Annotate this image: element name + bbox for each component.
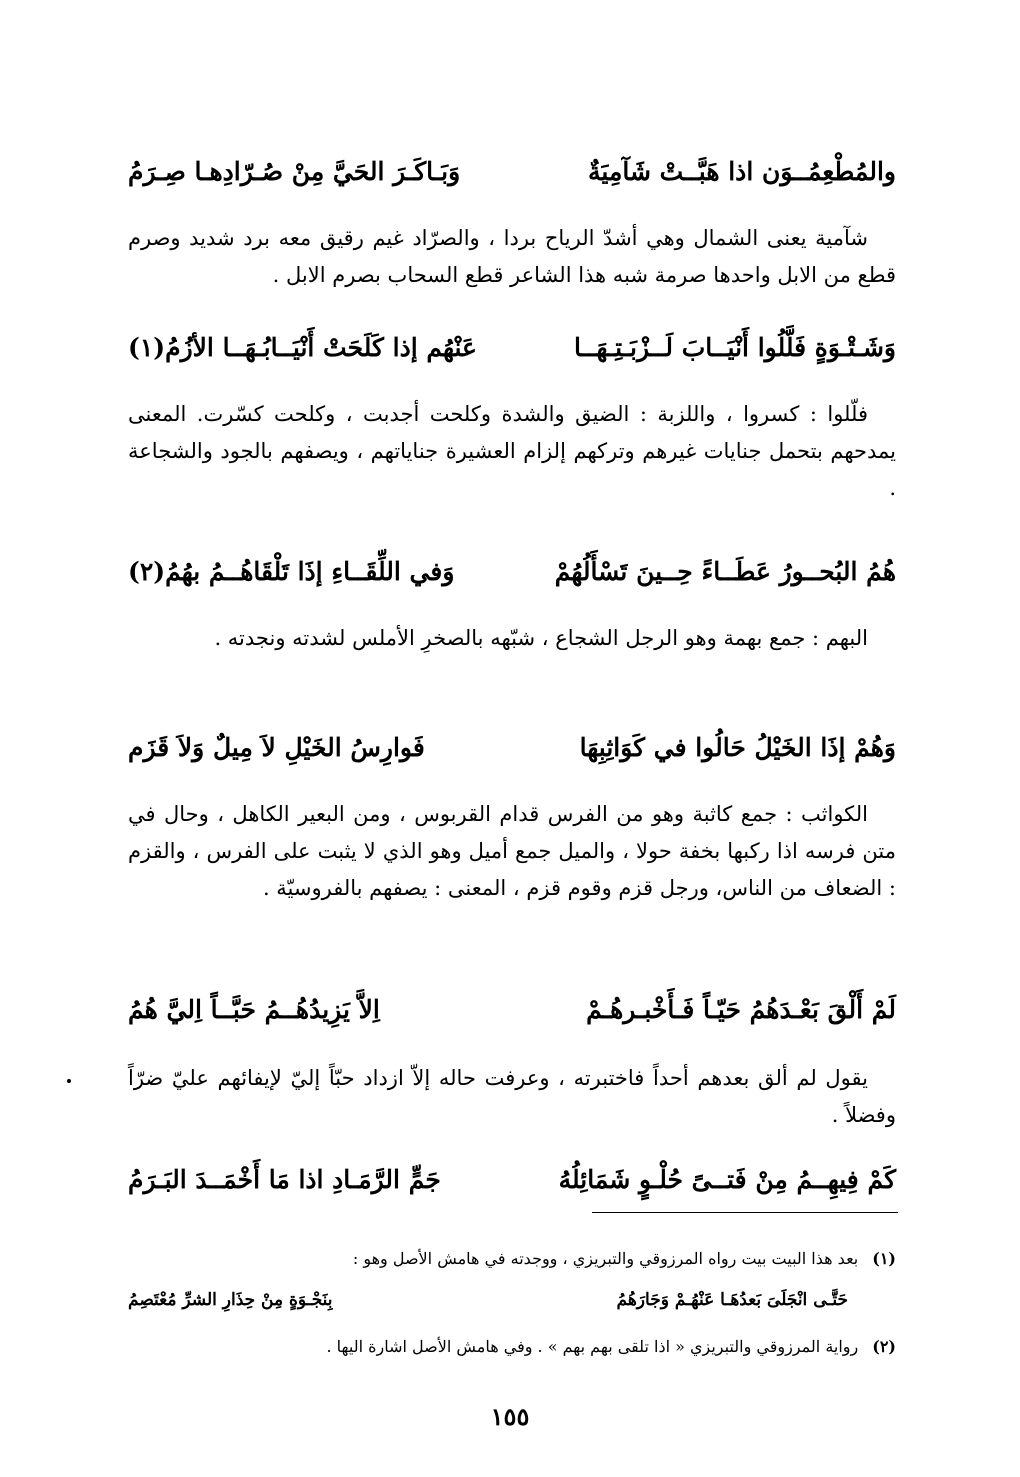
commentary-4: الكواثب : جمع كاثبة وهو من الفرس قدام القربوس ، ومن البعير الكاهل ، وحال في متن فرسه اذا ركبها بخفة حولا ، والميل جمع أميل وهو الذي لا يثبت على الفرس ، والقزم : الضعاف من الناس، ورجل قزم وقوم قزم ، المعنى : يصفهم بالفروسيّة . — [128, 802, 896, 900]
commentary-5: يقول لم ألق بعدهم أحداً فاختبرته ، وعرفت حاله إلاّ ازداد حبّاً إليّ لإيفائهم عليّ ضرّاً وفضلاً . — [128, 1066, 896, 1127]
verse-4-second-hemistich: فَوارِسُ الخَيْلِ لاَ مِيلٌ وَلاَ قَزَم — [128, 733, 425, 762]
verse-2-first-hemistich: وَشَـتْـوَةٍ فَلَّلُوا أَنْيَــابَ لَــزْبَـتِـهَــا — [574, 333, 896, 362]
verse-6 — [128, 1160, 896, 1200]
verse-4-first-hemistich: وَهُمْ إذَا الخَيْلُ حَالُوا في كَوَاثِبِهَا — [579, 733, 896, 762]
commentary-2: فلّلوا : كسروا ، واللزبة : الضيق والشدة وكلحت أجدبت ، وكلحت كسّرت. المعنى يمدحهم بتحمل جنايات غيرهم وتركهم إلزام العشيرة جناياتهم ، ويصفهم بالجود والشجاعة . — [128, 402, 896, 500]
commentary-1: شآمية يعنى الشمال وهي أشدّ الرياح بردا ، والصرّاد غيم رقيق معه برد شديد وصرم قطع من الابل واحدها صرمة شبه هذا الشاعر قطع السحاب بصرم الابل . — [128, 226, 896, 287]
verse-2-second-hemistich: عَنْهُم إذا كَلَحَتْ أَنْيَــابُـهَــا الأزُمُ(١) — [128, 333, 477, 362]
verse-5 — [128, 990, 896, 1030]
footnote-1-verse-first-hemistich: حَتَّـى انْجَلَىَ بَعدُهَـا عَنْهُـمْ وَجَارَهُمُ — [616, 1290, 848, 1310]
scan-speck — [67, 1079, 71, 1083]
footnote-1-number: (١) — [872, 1249, 896, 1268]
verse-4 — [128, 728, 896, 768]
verse-1-first-hemistich: والمُطْعِمُــوَن اذا هَبَّــتْ شَآمِيَةٌ — [588, 157, 896, 186]
verse-3-second-hemistich: وَفي اللِّقَــاءِ إذَا تَلْقَاهُــمُ بهُمُ(٢) — [128, 557, 455, 586]
footnote-1 — [128, 1246, 896, 1272]
verse-3-first-hemistich: هُمُ البُحــورُ عَطَــاءً حِــينَ تَسْأَلُهُمْ — [554, 557, 896, 586]
verse-1-second-hemistich: وَبَـاكَـرَ الحَيَّ مِنْ صُـرّادِهـا صِـرَمُ — [128, 157, 461, 186]
verse-5-second-hemistich: اِلاَّ يَزِيدُهُــمُ حَبَّــاً اِليَّ هُمُ — [128, 995, 380, 1024]
verse-3 — [128, 552, 896, 592]
footnote-1-verse-second-hemistich: بِنَجْـوَةٍ مِنْ حِذَارِ الشرِّ مُعْتَصِمُ — [128, 1290, 333, 1310]
footnote-1-text: بعد هذا البيت بيت رواه المرزوقي والتبريزي ، ووجدته في هامش الأصل وهو : — [352, 1249, 859, 1268]
footnote-2-number: (٢) — [872, 1337, 896, 1356]
verse-6-first-hemistich: كَمْ فِيهِــمُ مِنْ فَتــىً حُلْـوٍ شَمَائِلُهُ — [558, 1165, 896, 1194]
footnote-2 — [128, 1334, 896, 1360]
commentary-3: البهم : جمع بهمة وهو الرجل الشجاع ، شبّهه بالصخرِ الأملس لشدته ونجدته . — [214, 626, 868, 650]
verse-1 — [128, 152, 896, 192]
footnote-1-verse — [128, 1286, 848, 1314]
footnote-separator — [592, 1212, 898, 1213]
page-number: ١٥٥ — [490, 1402, 530, 1431]
verse-2 — [128, 328, 896, 368]
footnote-2-text: رواية المرزوقي والتبريزي « اذا تلقى بهم بهم » . وفي هامش الأصل اشارة اليها . — [326, 1337, 859, 1356]
verse-6-second-hemistich: جَمٍّ الرَّمَـادِ اذا مَا أَخْمَــدَ البَـرَمُ — [128, 1165, 441, 1194]
verse-5-first-hemistich: لَمْ أَلْقَ بَعْـدَهُمُ حَيّـاً فَـأَخْبـرهُـمْ — [586, 995, 896, 1024]
